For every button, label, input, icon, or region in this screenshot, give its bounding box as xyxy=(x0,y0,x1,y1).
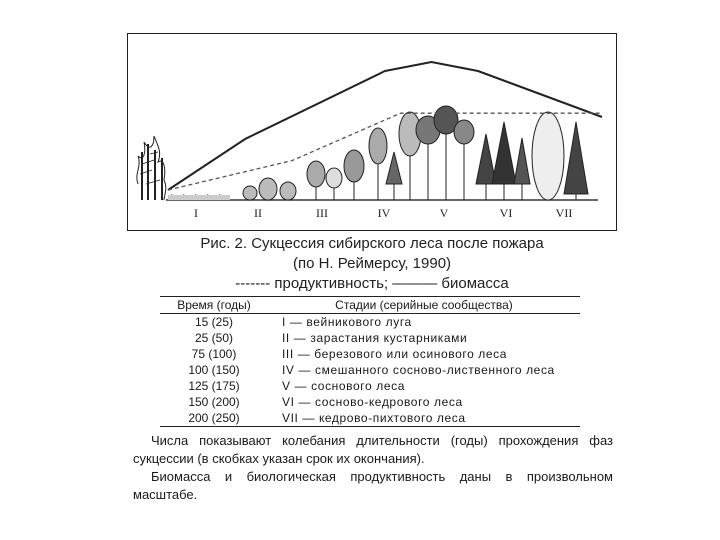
succession-diagram xyxy=(128,34,618,232)
stage-label-5: V xyxy=(439,206,449,220)
stage-label-6: VI xyxy=(499,206,513,220)
stage-column-header: Стадии (серийные сообщества) xyxy=(268,297,580,314)
time-cell: 75 (100) xyxy=(191,347,237,361)
pine-forest-illustration xyxy=(416,106,474,200)
notes-paragraph-durations: Числа показывают колебания длительности (годы) прохождения фаз сукцессии (в скобках указан срок их окончания). xyxy=(133,433,613,466)
meadow-grass-illustration xyxy=(168,194,230,200)
table-row xyxy=(160,330,580,346)
time-cell: 125 (175) xyxy=(188,379,240,393)
table-row xyxy=(160,362,580,378)
succession-stages-table xyxy=(160,296,580,427)
birch-aspen-illustration xyxy=(307,150,364,200)
stage-cell: VI — сосново-кедрового леса xyxy=(282,395,463,409)
stage-label-1: I xyxy=(194,206,198,220)
stage-cell: III — березового или осинового леса xyxy=(282,347,508,361)
stage-cell: IV — смешанного сосново-лиственного леса xyxy=(282,363,555,377)
notes-paragraph-scale: Биомасса и биологическая продуктивность даны в произвольном масштабе. xyxy=(133,469,613,502)
stage-cell: II — зарастания кустарниками xyxy=(282,331,468,345)
figure-notes xyxy=(133,432,613,504)
table-row xyxy=(160,314,580,331)
stage-cell: I — вейникового луга xyxy=(282,315,412,329)
succession-figure xyxy=(127,33,617,231)
table-row xyxy=(160,394,580,410)
stage-cell: V — соснового леса xyxy=(282,379,405,393)
time-cell: 150 (200) xyxy=(188,395,240,409)
table-header-row xyxy=(160,297,580,314)
figure-legend: ------- продуктивность; ——— биомасса xyxy=(235,275,509,292)
stage-cell: VII — кедрово-пихтового леса xyxy=(282,411,466,425)
figure-caption-title: Рис. 2. Сукцессия сибирского леса после пожара xyxy=(200,235,544,252)
time-cell: 15 (25) xyxy=(194,315,234,329)
stage-label-2: II xyxy=(254,206,262,220)
time-column-header: Время (годы) xyxy=(160,297,268,314)
table-row xyxy=(160,410,580,427)
shrubs-illustration xyxy=(243,178,296,200)
time-cell: 25 (50) xyxy=(194,331,234,345)
burnt-forest-illustration xyxy=(137,136,166,200)
time-cell: 200 (250) xyxy=(188,411,240,425)
time-cell: 100 (150) xyxy=(188,363,240,377)
stage-label-7: VII xyxy=(555,206,573,220)
table-row xyxy=(160,378,580,394)
table-row xyxy=(160,346,580,362)
pine-cedar-forest-illustration xyxy=(476,122,530,200)
figure-caption-source: (по Н. Реймерсу, 1990) xyxy=(292,255,452,272)
stage-label-4: IV xyxy=(377,206,391,220)
cedar-fir-forest-illustration xyxy=(532,112,588,200)
mixed-forest-illustration xyxy=(369,112,421,200)
stage-label-3: III xyxy=(316,206,328,220)
